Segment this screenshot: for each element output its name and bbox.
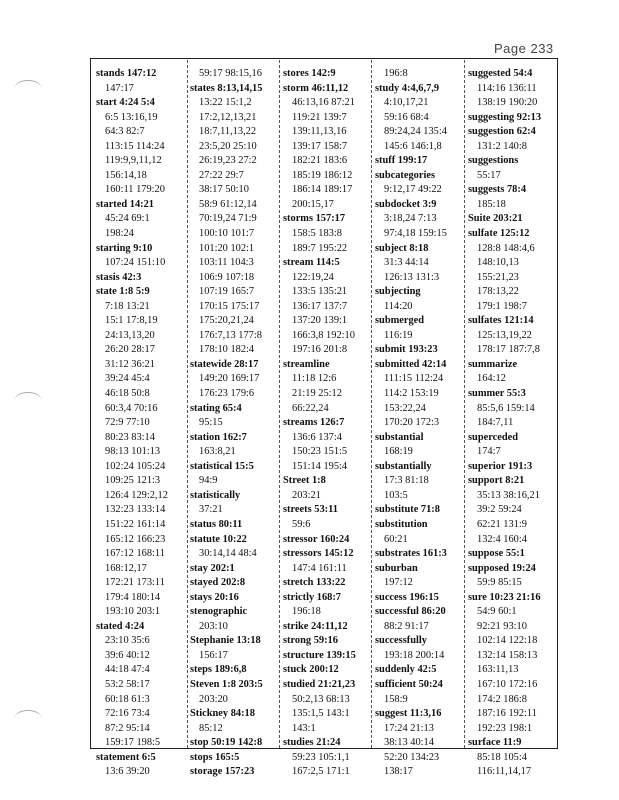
index-entry-pages: 203:20 (199, 693, 228, 705)
index-entry-term: subject 8:18 (375, 242, 429, 254)
index-entry-term: suppose 55:1 (468, 548, 525, 560)
index-entry-pages: 119:9,9,11,12 (105, 155, 162, 167)
index-entry-pages: 59:9 85:15 (477, 577, 522, 589)
index-entry-pages: 52:20 134:23 (384, 751, 440, 763)
index-entry-pages: 31:3 44:14 (384, 257, 429, 269)
index-entry-term: states 8:13,14,15 (190, 82, 263, 94)
index-entry-pages: 159:17 198:5 (105, 737, 161, 749)
index-entry-pages: 137:20 139:1 (292, 315, 348, 327)
index-entry-pages: 21:19 25:12 (292, 388, 342, 400)
index-entry-pages: 60:21 (384, 533, 408, 545)
index-entry-pages: 170:15 175:17 (199, 300, 260, 312)
index-entry-pages: 185:19 186:12 (292, 169, 353, 181)
index-entry-pages: 13:22 15:1,2 (199, 97, 252, 109)
index-entry-pages: 187:16 192:11 (477, 708, 537, 720)
index-column-5 (468, 67, 556, 780)
index-entry-term: successful 86:20 (375, 606, 446, 618)
index-entry-term: substrates 161:3 (375, 548, 447, 560)
index-entry-pages: 163:11,13 (477, 664, 519, 676)
index-entry-term: stating 65:4 (190, 402, 242, 414)
index-entry-pages: 139:11,13,16 (292, 126, 347, 138)
index-entry-term: statute 10:22 (190, 533, 247, 545)
index-entry-pages: 178:10 182:4 (199, 344, 255, 356)
index-entry-term: sulfates 121:14 (468, 315, 534, 327)
index-entry-pages: 132:23 133:14 (105, 504, 166, 516)
index-entry-pages: 107:24 151:10 (105, 257, 166, 269)
index-entry-pages: 128:8 148:4,6 (477, 242, 535, 254)
index-entry-term: started 14:21 (96, 198, 155, 210)
index-entry-term: sufficient 50:24 (375, 678, 443, 690)
index-entry-term: superceded (468, 431, 519, 443)
index-entry-pages: 72:9 77:10 (105, 417, 150, 429)
index-entry-term: suddenly 42:5 (375, 664, 437, 676)
index-entry-term: summer 55:3 (468, 388, 526, 400)
index-entry-pages: 139:17 158:7 (292, 140, 348, 152)
index-column-4 (375, 67, 463, 780)
index-entry-pages: 189:7 195:22 (292, 242, 348, 254)
index-entry-pages: 53:2 58:17 (105, 678, 150, 690)
index-entry-pages: 156:14,18 (105, 169, 147, 181)
index-entry-term: study 4:4,6,7,9 (375, 82, 440, 94)
index-entry-pages: 87:2 95:14 (105, 722, 150, 734)
index-entry-pages: 102:24 105:24 (105, 460, 166, 472)
index-entry-term: streams 126:7 (283, 417, 345, 429)
index-entry-term: subcategories (375, 169, 436, 181)
index-entry-pages: 59:16 68:4 (384, 111, 429, 123)
column-divider (464, 60, 465, 748)
index-entry-pages: 196:8 (384, 68, 408, 79)
index-entry-term: stuff 199:17 (375, 155, 428, 167)
index-entry-term: superior 191:3 (468, 460, 533, 472)
index-entry-pages: 150:23 151:5 (292, 446, 348, 458)
index-entry-pages: 103:5 (384, 489, 408, 501)
index-entry-pages: 70:19,24 71:9 (199, 213, 257, 225)
index-entry-pages: 182:21 183:6 (292, 155, 348, 167)
index-column-1 (96, 67, 184, 780)
punch-hole-mark (14, 710, 42, 727)
index-entry-pages: 17:24 21:13 (384, 722, 434, 734)
index-entry-pages: 166:3,8 192:10 (292, 329, 355, 341)
index-entry-pages: 39:2 59:24 (477, 504, 522, 516)
index-entry-pages: 80:23 83:14 (105, 431, 155, 443)
index-entry-term: Street 1:8 (283, 475, 326, 487)
index-entry-pages: 126:4 129:2,12 (105, 489, 168, 501)
index-entry-term: stated 4:24 (96, 620, 145, 632)
index-entry-pages: 92:21 93:10 (477, 620, 527, 632)
index-entry-term: steps 189:6,8 (190, 664, 247, 676)
index-entry-pages: 114:2 153:19 (384, 388, 439, 400)
index-entry-term: storm 46:11,12 (283, 82, 349, 94)
index-entry-pages: 151:22 161:14 (105, 518, 166, 530)
index-entry-term: substitute 71:8 (375, 504, 440, 516)
column-divider (279, 60, 280, 748)
index-entry-pages: 149:20 169:17 (199, 373, 260, 385)
index-entry-pages: 60:3,4 70:16 (105, 402, 158, 414)
index-entry-pages: 158:5 183:8 (292, 228, 342, 240)
index-entry-pages: 72:16 73:4 (105, 708, 150, 720)
index-entry-pages: 17:3 81:18 (384, 475, 429, 487)
index-entry-pages: 179:4 180:14 (105, 591, 161, 603)
index-entry-term: stores 142:9 (283, 68, 336, 79)
index-entry-pages: 24:13,13,20 (105, 329, 155, 341)
index-entry-term: sulfate 125:12 (468, 228, 530, 240)
index-entry-pages: 136:6 137:4 (292, 431, 342, 443)
index-entry-pages: 167:12 168:11 (105, 548, 165, 560)
index-entry-term: success 196:15 (375, 591, 439, 603)
index-entry-term: streamline (283, 358, 330, 370)
index-entry-pages: 148:10,13 (477, 257, 519, 269)
index-entry-pages: 203:21 (292, 489, 321, 501)
index-entry-term: stops 165:5 (190, 751, 240, 763)
index-entry-pages: 6:5 13:16,19 (105, 111, 158, 123)
index-entry-term: substantial (375, 431, 424, 443)
index-entry-pages: 136:17 137:7 (292, 300, 348, 312)
index-entry-term: stream 114:5 (283, 257, 340, 269)
index-entry-pages: 116:19 (384, 329, 413, 341)
index-entry-pages: 158:9 (384, 693, 408, 705)
index-entry-pages: 17:2,12,13,21 (199, 111, 257, 123)
index-entry-pages: 163:8,21 (199, 446, 236, 458)
index-entry-pages: 39:6 40:12 (105, 649, 150, 661)
index-entry-term: studied 21:21,23 (283, 678, 356, 690)
index-entry-pages: 23:10 35:6 (105, 635, 150, 647)
index-entry-pages: 178:17 187:7,8 (477, 344, 540, 356)
column-divider (187, 60, 188, 748)
index-entry-pages: 196:18 (292, 606, 321, 618)
index-entry-term: submerged (375, 315, 425, 327)
index-entry-term: suburban (375, 562, 418, 574)
index-entry-term: suggesting 92:13 (468, 111, 542, 123)
index-entry-term: streets 53:11 (283, 504, 338, 516)
index-entry-pages: 114:16 136:11 (477, 82, 537, 94)
index-entry-pages: 102:14 122:18 (477, 635, 538, 647)
index-entry-pages: 132:4 160:4 (477, 533, 527, 545)
index-entry-pages: 97:4,18 159:15 (384, 228, 447, 240)
index-entry-term: station 162:7 (190, 431, 247, 443)
index-entry-term: stressor 160:24 (283, 533, 350, 545)
index-entry-pages: 95:15 (199, 417, 223, 429)
index-entry-term: Steven 1:8 203:5 (190, 678, 263, 690)
index-entry-pages: 147:4 161:11 (292, 562, 347, 574)
index-entry-pages: 193:10 203:1 (105, 606, 161, 618)
index-entry-pages: 167:10 172:16 (477, 678, 538, 690)
page-number: Page 233 (494, 41, 554, 56)
index-entry-pages: 109:25 121:3 (105, 475, 161, 487)
index-entry-term: statewide 28:17 (190, 358, 259, 370)
index-entry-term: Stephanie 13:18 (190, 635, 261, 647)
index-entry-pages: 54:9 60:1 (477, 606, 517, 618)
index-entry-term: strong 59:16 (283, 635, 338, 647)
index-entry-term: strictly 168:7 (283, 591, 341, 603)
index-entry-pages: 113:15 114:24 (105, 140, 165, 152)
index-entry-pages: 11:18 12:6 (292, 373, 337, 385)
index-entry-pages: 176:7,13 177:8 (199, 329, 262, 341)
index-entry-pages: 126:13 131:3 (384, 271, 440, 283)
index-entry-pages: 59:6 (292, 518, 311, 530)
index-entry-pages: 15:1 17:8,19 (105, 315, 158, 327)
index-entry-term: stretch 133:22 (283, 577, 346, 589)
index-entry-pages: 59:23 105:1,1 (292, 751, 350, 763)
index-entry-term: stasis 42:3 (96, 271, 142, 283)
index-entry-pages: 4:10,17,21 (384, 97, 429, 109)
index-entry-pages: 168:12,17 (105, 562, 147, 574)
index-entry-term: stuck 200:12 (283, 664, 339, 676)
index-entry-pages: 31:12 36:21 (105, 358, 155, 370)
index-entry-pages: 135:1,5 143:1 (292, 708, 350, 720)
index-entry-pages: 192:23 198:1 (477, 722, 533, 734)
index-column-2 (190, 67, 278, 780)
index-entry-pages: 23:5,20 25:10 (199, 140, 257, 152)
index-entry-pages: 111:15 112:24 (384, 373, 444, 385)
index-entry-pages: 114:20 (384, 300, 413, 312)
index-entry-pages: 198:24 (105, 228, 134, 240)
index-entry-pages: 58:9 61:12,14 (199, 198, 257, 210)
index-entry-pages: 18:7,11,13,22 (199, 126, 257, 138)
index-entry-pages: 143:1 (292, 722, 316, 734)
index-entry-pages: 26:20 28:17 (105, 344, 155, 356)
index-entry-pages: 85:12 (199, 722, 223, 734)
index-entry-pages: 170:20 172:3 (384, 417, 440, 429)
index-entry-pages: 184:7,11 (477, 417, 514, 429)
index-entry-term: state 1:8 5:9 (96, 286, 150, 298)
index-entry-pages: 147:17 (105, 82, 134, 94)
index-entry-pages: 35:13 38:16,21 (477, 489, 540, 501)
index-entry-pages: 89:24,24 135:4 (384, 126, 447, 138)
index-entry-term: submitted 42:14 (375, 358, 447, 370)
index-entry-term: statistical 15:5 (190, 460, 254, 472)
index-entry-pages: 26:19,23 27:2 (199, 155, 257, 167)
index-entry-pages: 155:21,23 (477, 271, 519, 283)
index-entry-pages: 197:12 (384, 577, 413, 589)
index-entry-pages: 193:18 200:14 (384, 649, 445, 661)
index-entry-term: stenographic (190, 606, 248, 618)
index-entry-term: storage 157:23 (190, 766, 255, 778)
index-entry-pages: 88:2 91:17 (384, 620, 429, 632)
index-entry-term: successfully (375, 635, 427, 647)
punch-hole-mark (14, 392, 42, 409)
index-entry-pages: 30:14,14 48:4 (199, 548, 257, 560)
index-entry-term: subdocket 3:9 (375, 198, 437, 210)
index-entry-term: strike 24:11,12 (283, 620, 348, 632)
index-entry-pages: 60:18 61:3 (105, 693, 150, 705)
index-entry-pages: 200:15,17 (292, 198, 334, 210)
index-entry-pages: 151:14 195:4 (292, 460, 348, 472)
index-entry-pages: 116:11,14,17 (477, 766, 532, 778)
index-entry-term: substantially (375, 460, 432, 472)
index-entry-term: stop 50:19 142:8 (190, 737, 263, 749)
index-entry-pages: 85:5,6 159:14 (477, 402, 535, 414)
index-entry-pages: 153:22,24 (384, 402, 426, 414)
index-entry-term: storms 157:17 (283, 213, 346, 225)
index-entry-pages: 94:9 (199, 475, 218, 487)
index-entry-pages: 38:13 40:14 (384, 737, 434, 749)
index-entry-pages: 131:2 140:8 (477, 140, 527, 152)
index-entry-term: sure 10:23 21:16 (468, 591, 541, 603)
index-entry-term: suggestions (468, 155, 519, 167)
index-entry-pages: 45:24 69:1 (105, 213, 150, 225)
index-entry-pages: 132:14 158:13 (477, 649, 538, 661)
index-entry-pages: 122:19,24 (292, 271, 334, 283)
index-entry-term: structure 139:15 (283, 649, 356, 661)
index-entry-pages: 178:13,22 (477, 286, 519, 298)
index-entry-pages: 203:10 (199, 620, 228, 632)
index-entry-pages: 174:2 186:8 (477, 693, 527, 705)
index-entry-pages: 50:2,13 68:13 (292, 693, 350, 705)
index-entry-term: statistically (190, 489, 241, 501)
index-entry-term: summarize (468, 358, 518, 370)
index-entry-term: suggestion 62:4 (468, 126, 536, 138)
index-entry-pages: 185:18 (477, 198, 506, 210)
index-entry-pages: 197:16 201:8 (292, 344, 348, 356)
index-entry-pages: 85:18 105:4 (477, 751, 527, 763)
index-entry-term: support 8:21 (468, 475, 525, 487)
index-entry-pages: 7:18 13:21 (105, 300, 150, 312)
index-entry-pages: 3:18,24 7:13 (384, 213, 437, 225)
index-entry-pages: 62:21 131:9 (477, 518, 527, 530)
punch-hole-mark (14, 80, 42, 97)
index-entry-term: stays 20:16 (190, 591, 239, 603)
index-column-3 (283, 67, 371, 780)
index-entry-pages: 38:17 50:10 (199, 184, 249, 196)
index-entry-term: start 4:24 5:4 (96, 97, 155, 109)
index-entry-pages: 164:12 (477, 373, 506, 385)
index-entry-pages: 174:7 (477, 446, 501, 458)
index-entry-pages: 39:24 45:4 (105, 373, 150, 385)
index-entry-term: Suite 203:21 (468, 213, 523, 225)
index-entry-pages: 100:10 101:7 (199, 228, 255, 240)
index-entry-pages: 172:21 173:11 (105, 577, 165, 589)
index-entry-term: submit 193:23 (375, 344, 438, 356)
index-entry-term: status 80:11 (190, 518, 243, 530)
index-entry-pages: 64:3 82:7 (105, 126, 145, 138)
index-entry-pages: 46:13,16 87:21 (292, 97, 355, 109)
index-entry-term: suggested 54:4 (468, 68, 533, 79)
index-entry-pages: 186:14 189:17 (292, 184, 353, 196)
index-entry-pages: 168:19 (384, 446, 413, 458)
index-entry-pages: 175:20,21,24 (199, 315, 254, 327)
index-entry-term: stressors 145:12 (283, 548, 354, 560)
index-entry-term: supposed 19:24 (468, 562, 536, 574)
index-entry-term: suggests 78:4 (468, 184, 527, 196)
index-entry-pages: 165:12 166:23 (105, 533, 166, 545)
index-entry-pages: 37:21 (199, 504, 223, 516)
index-entry-term: studies 21:24 (283, 737, 341, 749)
index-entry-term: starting 9:10 (96, 242, 153, 254)
index-entry-pages: 66:22,24 (292, 402, 329, 414)
index-entry-pages: 103:11 104:3 (199, 257, 254, 269)
index-entry-pages: 44:18 47:4 (105, 664, 150, 676)
index-entry-pages: 138:17 (384, 766, 413, 778)
index-entry-pages: 107:19 165:7 (199, 286, 255, 298)
index-entry-pages: 13:6 39:20 (105, 766, 150, 778)
index-entry-term: stay 202:1 (190, 562, 235, 574)
index-entry-pages: 101:20 102:1 (199, 242, 255, 254)
index-entry-pages: 125:13,19,22 (477, 329, 532, 341)
index-entry-pages: 138:19 190:20 (477, 97, 538, 109)
index-entry-pages: 167:2,5 171:1 (292, 766, 350, 778)
index-entry-pages: 176:23 179:6 (199, 388, 255, 400)
index-entry-term: surface 11:9 (468, 737, 522, 749)
index-entry-term: stayed 202:8 (190, 577, 246, 589)
index-entry-pages: 27:22 29:7 (199, 169, 244, 181)
index-entry-pages: 156:17 (199, 649, 228, 661)
index-entry-pages: 55:17 (477, 169, 501, 181)
index-entry-pages: 59:17 98:15,16 (199, 68, 262, 79)
index-entry-pages: 119:21 139:7 (292, 111, 347, 123)
index-entry-term: stands 147:12 (96, 68, 157, 79)
index-entry-pages: 133:5 135:21 (292, 286, 348, 298)
index-entry-term: suggest 11:3,16 (375, 708, 442, 720)
index-entry-term: Stickney 84:18 (190, 708, 255, 720)
index-entry-pages: 9:12,17 49:22 (384, 184, 442, 196)
index-entry-term: statement 6:5 (96, 751, 156, 763)
index-entry-pages: 106:9 107:18 (199, 271, 255, 283)
index-entry-pages: 160:11 179:20 (105, 184, 165, 196)
index-entry-pages: 98:13 101:13 (105, 446, 161, 458)
column-divider (371, 60, 372, 748)
index-entry-pages: 145:6 146:1,8 (384, 140, 442, 152)
index-entry-pages: 46:18 50:8 (105, 388, 150, 400)
index-entry-pages: 179:1 198:7 (477, 300, 527, 312)
index-entry-term: substitution (375, 518, 428, 530)
index-entry-term: subjecting (375, 286, 421, 298)
